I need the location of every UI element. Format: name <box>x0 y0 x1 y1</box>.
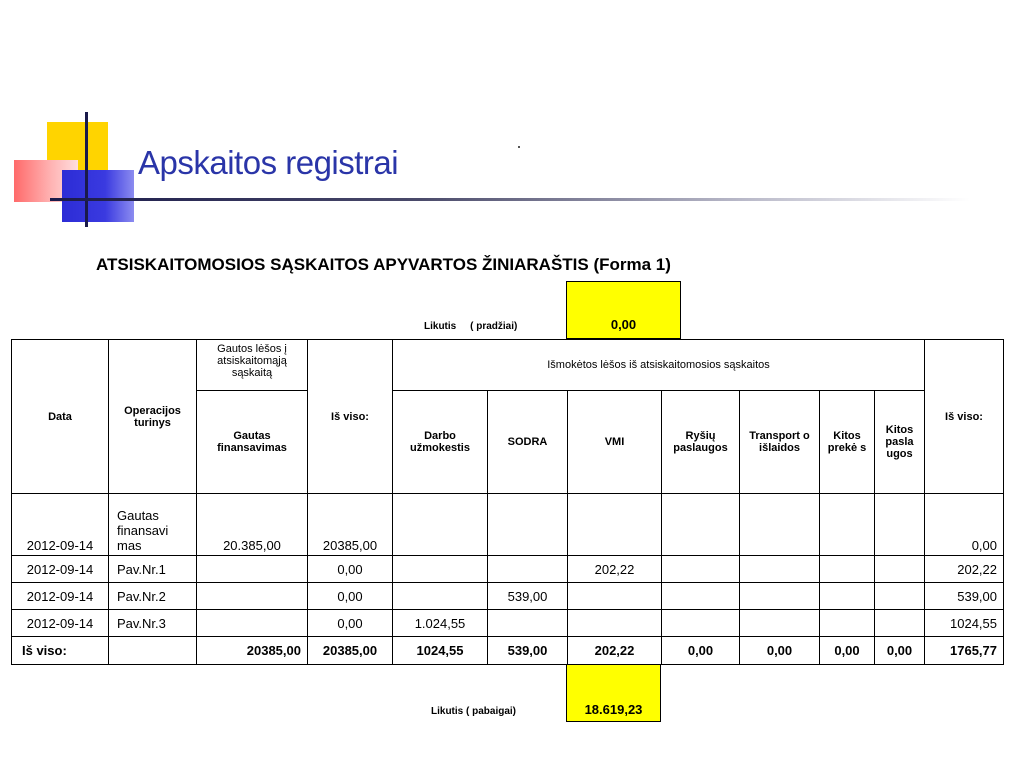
cell-vmi: 202,22 <box>568 556 662 583</box>
balance-start-label: Likutis ( pradžiai) <box>424 321 518 332</box>
cell-gautas <box>197 556 308 583</box>
col-header-is-viso-out: Iš viso: <box>925 340 1004 494</box>
cell-rysiu <box>662 556 740 583</box>
cell-total-vmi: 202,22 <box>568 637 662 665</box>
col-header-data: Data <box>12 340 109 494</box>
cell-is-viso-in: 20385,00 <box>308 494 393 556</box>
cell-gautas <box>197 583 308 610</box>
cell-total-op <box>109 637 197 665</box>
cell-is-viso-out: 0,00 <box>925 494 1004 556</box>
cell-date: 2012-09-14 <box>12 494 109 556</box>
cell-total-gautas: 20385,00 <box>197 637 308 665</box>
cell-op: Pav.Nr.3 <box>109 610 197 637</box>
cell-darbo <box>393 494 488 556</box>
col-header-operacijos: Operacijos turinys <box>109 340 197 494</box>
cell-darbo <box>393 556 488 583</box>
col-header-vmi: VMI <box>568 391 662 494</box>
cell-is-viso-out: 202,22 <box>925 556 1004 583</box>
cell-transport <box>740 494 820 556</box>
cell-op: Pav.Nr.2 <box>109 583 197 610</box>
balance-start-value: 0,00 <box>610 317 637 332</box>
cell-total-kitos-prekes: 0,00 <box>820 637 875 665</box>
cell-rysiu <box>662 583 740 610</box>
cell-darbo: 1.024,55 <box>393 610 488 637</box>
col-header-kitos-prekes: Kitos prekė s <box>820 391 875 494</box>
cell-vmi <box>568 610 662 637</box>
col-header-gautas-fin: Gautas finansavimas <box>197 391 308 494</box>
ledger-table <box>11 339 1004 665</box>
col-header-transport: Transport o išlaidos <box>740 391 820 494</box>
cell-vmi <box>568 494 662 556</box>
col-header-ismoketos: Išmokėtos lėšos iš atsiskaitomosios sąskaitos <box>393 340 925 391</box>
cell-op: Pav.Nr.1 <box>109 556 197 583</box>
cell-kitos-prekes <box>820 610 875 637</box>
cell-rysiu <box>662 494 740 556</box>
table-row <box>12 583 1004 610</box>
decor-vertical-line <box>85 112 88 227</box>
cell-sodra <box>488 556 568 583</box>
cell-kitos-pasl <box>875 583 925 610</box>
cell-total-label: Iš viso: <box>12 637 109 665</box>
cell-total-is-viso-out: 1765,77 <box>925 637 1004 665</box>
col-header-rysiu: Ryšių paslaugos <box>662 391 740 494</box>
cell-transport <box>740 610 820 637</box>
cell-total-sodra: 539,00 <box>488 637 568 665</box>
col-header-is-viso-in: Iš viso: <box>308 340 393 494</box>
slide-title: Apskaitos registrai <box>138 144 399 181</box>
cell-kitos-pasl <box>875 494 925 556</box>
cell-date: 2012-09-14 <box>12 583 109 610</box>
col-header-gautos: Gautos lėšos į atsiskaitomąją sąskaitą <box>197 340 308 391</box>
header-row-1 <box>12 340 1004 391</box>
decor-horizontal-line <box>50 198 970 201</box>
cell-sodra: 539,00 <box>488 583 568 610</box>
cell-sodra <box>488 494 568 556</box>
document-title: ATSISKAITOMOSIOS SĄSKAITOS APYVARTOS ŽINIARAŠTIS (Forma 1) <box>96 255 671 274</box>
cell-date: 2012-09-14 <box>12 556 109 583</box>
cell-darbo <box>393 583 488 610</box>
col-header-sodra: SODRA <box>488 391 568 494</box>
cell-sodra <box>488 610 568 637</box>
cell-is-viso-in: 0,00 <box>308 610 393 637</box>
cell-kitos-pasl <box>875 556 925 583</box>
cell-date: 2012-09-14 <box>12 610 109 637</box>
col-header-kitos-pasl: Kitos pasla ugos <box>875 391 925 494</box>
cell-rysiu <box>662 610 740 637</box>
cell-total-is-viso-in: 20385,00 <box>308 637 393 665</box>
decor-dot <box>518 146 520 148</box>
cell-kitos-prekes <box>820 494 875 556</box>
cell-is-viso-out: 539,00 <box>925 583 1004 610</box>
col-header-darbo: Darbo užmokestis <box>393 391 488 494</box>
balance-end-label: Likutis ( pabaigai) <box>431 706 517 717</box>
cell-vmi <box>568 583 662 610</box>
decor-blue-square <box>62 170 134 222</box>
table-row <box>12 556 1004 583</box>
cell-kitos-prekes <box>820 556 875 583</box>
cell-kitos-pasl <box>875 610 925 637</box>
table-row <box>12 494 1004 556</box>
cell-transport <box>740 583 820 610</box>
totals-row <box>12 637 1004 665</box>
cell-total-transport: 0,00 <box>740 637 820 665</box>
balance-end-value: 18.619,23 <box>584 702 643 717</box>
cell-is-viso-out: 1024,55 <box>925 610 1004 637</box>
table-row <box>12 610 1004 637</box>
balance-start-value-box <box>566 281 681 339</box>
cell-gautas: 20.385,00 <box>197 494 308 556</box>
cell-op: Gautas finansavi mas <box>109 494 197 556</box>
cell-total-kitos-pasl: 0,00 <box>875 637 925 665</box>
cell-is-viso-in: 0,00 <box>308 583 393 610</box>
balance-end-value-box <box>566 664 661 722</box>
cell-total-darbo: 1024,55 <box>393 637 488 665</box>
cell-total-rysiu: 0,00 <box>662 637 740 665</box>
cell-is-viso-in: 0,00 <box>308 556 393 583</box>
cell-gautas <box>197 610 308 637</box>
cell-kitos-prekes <box>820 583 875 610</box>
cell-transport <box>740 556 820 583</box>
